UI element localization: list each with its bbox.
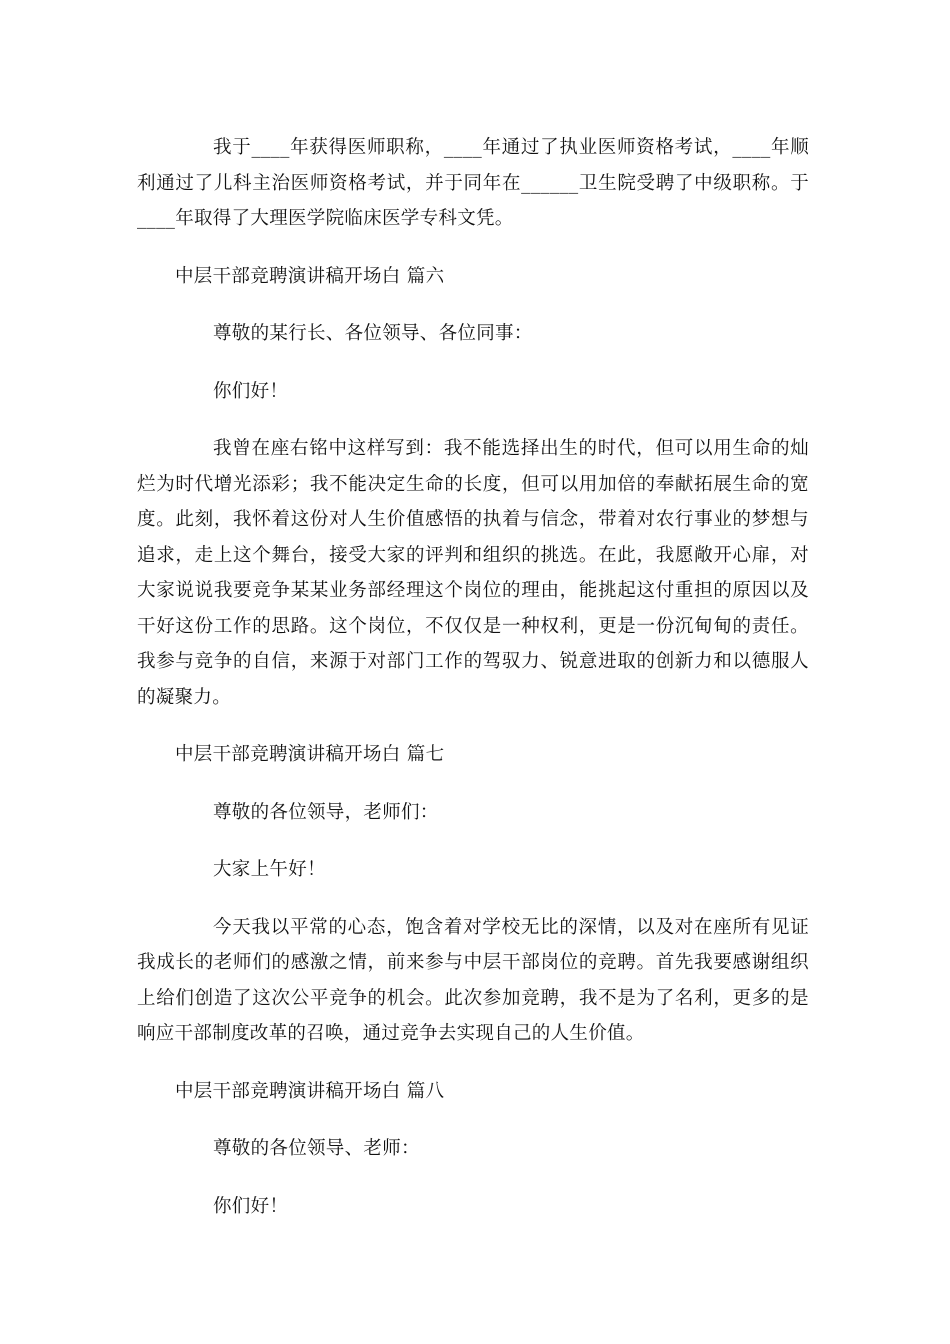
greeting: 你们好！ xyxy=(213,1195,289,1217)
salutation: 尊敬的各位领导，老师们： xyxy=(213,801,439,823)
section-heading-6: 中层干部竞聘演讲稿开场白 篇六 xyxy=(175,265,445,287)
spacer xyxy=(137,830,809,852)
document-page xyxy=(137,130,809,1224)
spacer xyxy=(137,773,809,795)
spacer xyxy=(137,409,809,431)
spacer xyxy=(137,888,809,910)
greeting: 你们好！ xyxy=(213,380,289,402)
spacer xyxy=(137,294,809,316)
spacer xyxy=(137,1167,809,1189)
section-heading-7: 中层干部竞聘演讲稿开场白 篇七 xyxy=(175,744,445,765)
spacer xyxy=(137,237,809,259)
greeting: 大家上午好！ xyxy=(213,859,326,880)
salutation: 尊敬的某行长、各位领导、各位同事： xyxy=(213,323,533,344)
spacer xyxy=(137,352,809,374)
speech-body-6: 我曾在座右铭中这样写到：我不能选择出生的时代，但可以用生命的灿烂为时代增光添彩；我不能决定生命的长度，但可以用加倍的奉献拓展生命的宽度。此刻，我怀着这份对人生价值感悟的执着与信念，带着对农行事业的梦想与追求，走上这个舞台，接受大家的评判和组织的挑选。在此，我愿敞开心扉，对大家说说我要竞争某某业务部经理这个岗位的理由，能挑起这付重担的原因以及干好这份工作的思路。这个岗位，不仅仅是一种权利，更是一份沉甸甸的责任。我参与竞争的自信，来源于对部门工作的驾驭力、锐意进取的创新力和以德服人的凝聚力。 xyxy=(137,438,809,708)
salutation: 尊敬的各位领导、老师： xyxy=(213,1138,420,1159)
spacer xyxy=(137,715,809,737)
spacer xyxy=(137,1109,809,1131)
paragraph-credentials: 我于____年获得医师职称，____年通过了执业医师资格考试，____年顺利通过了儿科主治医师资格考试，并于同年在______卫生院受聘了中级职称。于____年取得了大理医学院临床医学专科文凭。 xyxy=(137,137,809,229)
section-heading-8: 中层干部竞聘演讲稿开场白 篇八 xyxy=(175,1080,445,1102)
spacer xyxy=(137,1052,809,1074)
speech-body-7: 今天我以平常的心态，饱含着对学校无比的深情，以及对在座所有见证我成长的老师们的感激之情，前来参与中层干部岗位的竞聘。首先我要感谢组织上给们创造了这次公平竞争的机会。此次参加竞聘，我不是为了名利，更多的是响应干部制度改革的召唤，通过竞争去实现自己的人生价值。 xyxy=(137,916,809,1044)
